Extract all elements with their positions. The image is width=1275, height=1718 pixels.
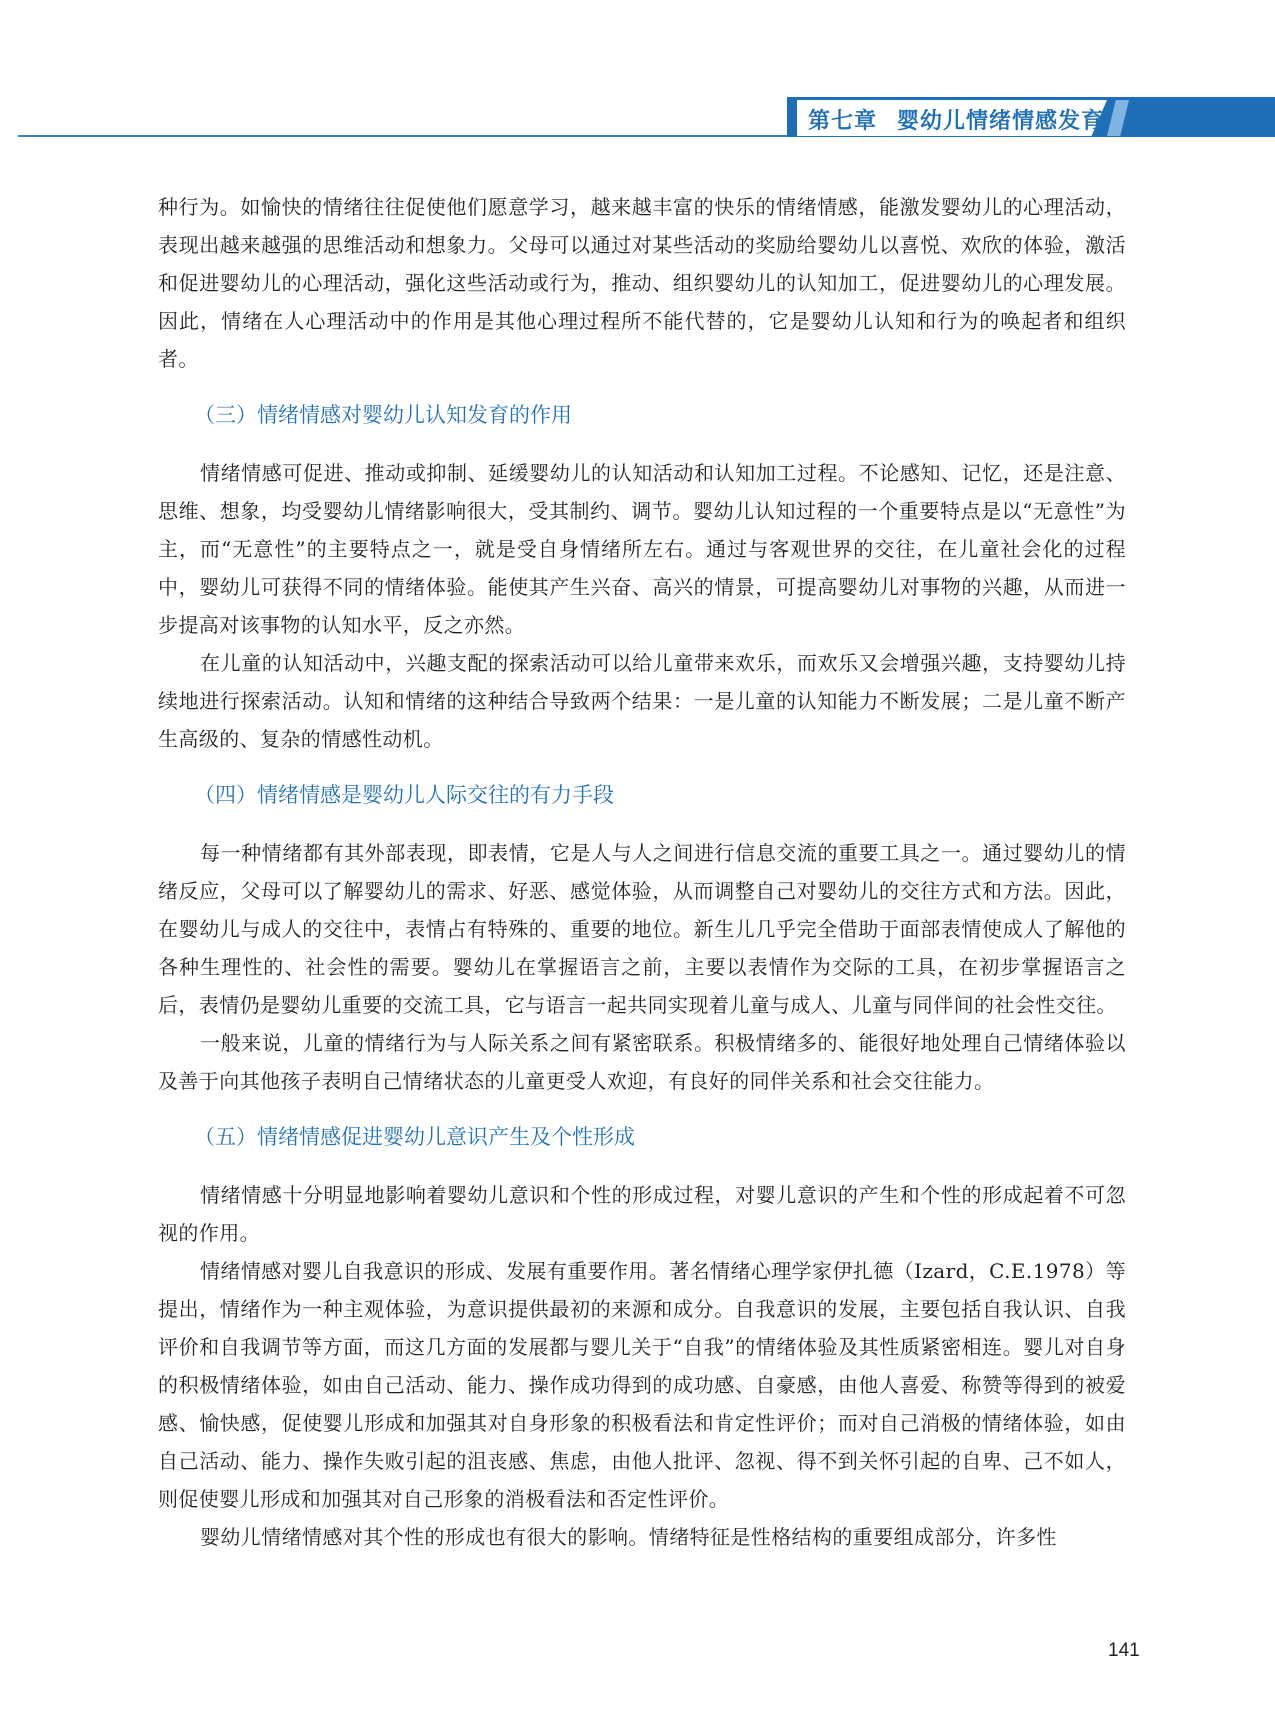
paragraph-6: 情绪情感十分明显地影响着婴幼儿意识和个性的形成过程，对婴儿意识的产生和个性的形成起着不可忽视的作用。	[158, 1183, 1126, 1245]
paragraph-3: 在儿童的认知活动中，兴趣支配的探索活动可以给儿童带来欢乐，而欢乐又会增强兴趣，支持婴幼儿持续地进行探索活动。认知和情绪的这种结合导致两个结果：一是儿童的认知能力不断发展；二是儿童不断产生高级的、复杂的情感性动机。	[158, 651, 1126, 751]
paragraph-7: 情绪情感对婴儿自我意识的形成、发展有重要作用。著名情绪心理学家伊扎德（Izard，C.E.1978）等提出，情绪作为一种主观体验，为意识提供最初的来源和成分。自我意识的发展，主要包括自我认识、自我评价和自我调节等方面，而这几方面的发展都与婴儿关于“自我”的情绪体验及其性质紧密相连。婴儿对自身的积极情绪体验，如由自己活动、能力、操作成功得到的成功感、自豪感，由他人喜爱、称赞等得到的被爱感、愉快感，促使婴儿形成和加强其对自身形象的积极看法和肯定性评价；而对自己消极的情绪体验，如由自己活动、能力、操作失败引起的沮丧感、焦虑，由他人批评、忽视、得不到关怀引起的自卑、己不如人，则促使婴儿形成和加强其对自己形象的消极看法和否定性评价。	[158, 1259, 1126, 1511]
chapter-title	[808, 104, 1104, 135]
paragraph-5: 一般来说，儿童的情绪行为与人际关系之间有紧密联系。积极情绪多的、能很好地处理自己情绪体验以及善于向其他孩子表明自己情绪状态的儿童更受人欢迎，有良好的同伴关系和社会交往能力。	[158, 1031, 1126, 1093]
page-content	[158, 188, 1126, 1556]
section-heading-4: （四）情绪情感是婴幼儿人际交往的有力手段	[194, 783, 614, 807]
paragraph-4: 每一种情绪都有其外部表现，即表情，它是人与人之间进行信息交流的重要工具之一。通过婴幼儿的情绪反应，父母可以了解婴幼儿的需求、好恶、感觉体验，从而调整自己对婴幼儿的交往方式和方法。因此，在婴幼儿与成人的交往中，表情占有特殊的、重要的地位。新生儿几乎完全借助于面部表情使成人了解他的各种生理性的、社会性的需要。婴幼儿在掌握语言之前，主要以表情作为交际的工具，在初步掌握语言之后，表情仍是婴幼儿重要的交流工具，它与语言一起共同实现着儿童与成人、儿童与同伴间的社会性交往。	[158, 841, 1126, 1017]
section-heading-5: （五）情绪情感促进婴幼儿意识产生及个性形成	[194, 1125, 635, 1149]
chapter-number: 第七章	[808, 109, 878, 134]
chapter-name: 婴幼儿情绪情感发育	[897, 109, 1105, 134]
page-header	[0, 0, 1275, 140]
paragraph-1: 种行为。如愉快的情绪往往促使他们愿意学习，越来越丰富的快乐的情绪情感，能激发婴幼儿的心理活动，表现出越来越强的思维活动和想象力。父母可以通过对某些活动的奖励给婴幼儿以喜悦、欢欣的体验，激活和促进婴幼儿的心理活动，强化这些活动或行为，推动、组织婴幼儿的认知加工，促进婴幼儿的心理发展。因此，情绪在人心理活动中的作用是其他心理过程所不能代替的，它是婴幼儿认知和行为的唤起者和组织者。	[158, 195, 1126, 371]
page-number: 141	[1108, 1640, 1140, 1661]
paragraph-8: 婴幼儿情绪情感对其个性的形成也有很大的影响。情绪特征是性格结构的重要组成部分，许多性	[200, 1525, 1057, 1549]
paragraph-2: 情绪情感可促进、推动或抑制、延缓婴幼儿的认知活动和认知加工过程。不论感知、记忆，还是注意、思维、想象，均受婴幼儿情绪影响很大，受其制约、调节。婴幼儿认知过程的一个重要特点是以“无意性”为主，而“无意性”的主要特点之一，就是受自身情绪所左右。通过与客观世界的交往，在儿童社会化的过程中，婴幼儿可获得不同的情绪体验。能使其产生兴奋、高兴的情景，可提高婴幼儿对事物的兴趣，从而进一步提高对该事物的认知水平，反之亦然。	[158, 461, 1126, 637]
section-heading-3: （三）情绪情感对婴幼儿认知发育的作用	[194, 403, 572, 427]
